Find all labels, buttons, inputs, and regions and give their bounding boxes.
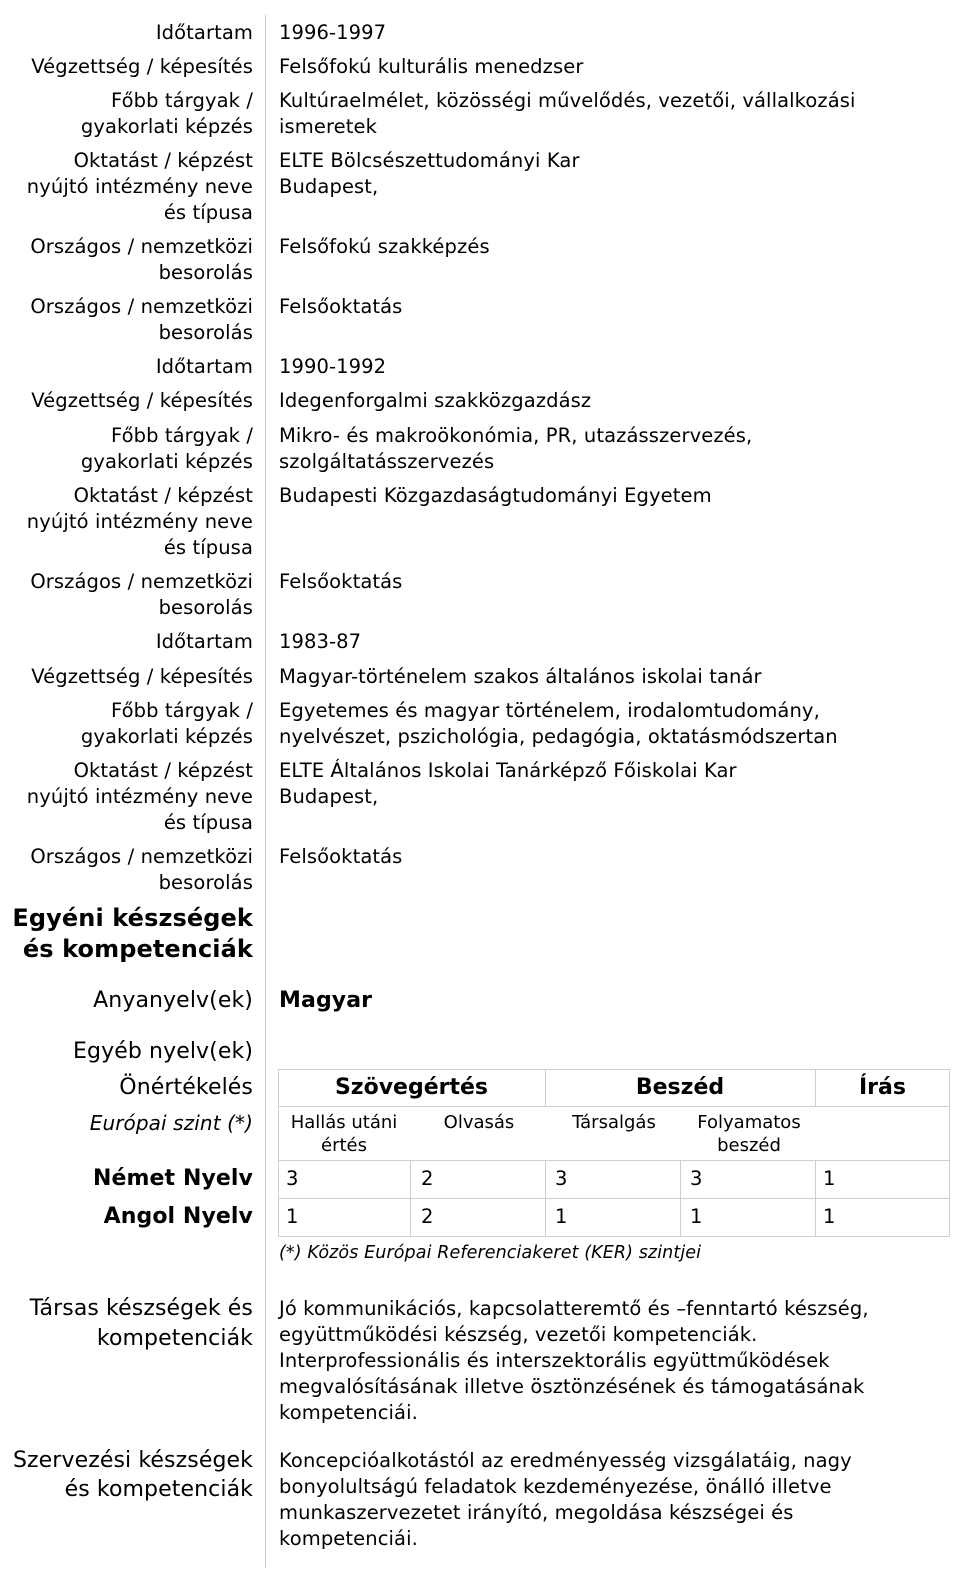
header-writing: Írás	[859, 1075, 906, 1100]
social-skills-line-1: Jó kommunikációs, kapcsolatteremtő és –fenntartó készség,	[279, 1297, 869, 1320]
institution-label-3: és típusa	[163, 536, 253, 559]
table-col-divider	[680, 1160, 681, 1236]
institution-value-1: ELTE Általános Iskolai Tanárképző Főiskolai Kar	[279, 759, 737, 782]
other-languages-label: Egyéb nyelv(ek)	[73, 1039, 253, 1064]
period-label: Időtartam	[155, 21, 253, 44]
level-label-1: Országos / nemzetközi	[30, 845, 253, 868]
subheader-spoken-production-2: beszéd	[717, 1135, 781, 1156]
level-value: Felsőfokú szakképzés	[279, 235, 490, 258]
level-value: Felsőoktatás	[279, 570, 403, 593]
level-value: Felsőoktatás	[279, 845, 403, 868]
subheader-listening-2: értés	[321, 1135, 367, 1156]
table-cell: 1	[823, 1205, 836, 1228]
table-cell: 3	[690, 1167, 703, 1190]
institution-label-1: Oktatást / képzést	[73, 484, 253, 507]
skills-heading-line-1: Egyéni készségek	[12, 904, 253, 932]
subjects-label-2: gyakorlati képzés	[80, 725, 253, 748]
organisational-skills-label-1: Szervezési készségek	[12, 1448, 253, 1473]
social-skills-line-3: Interprofessionális és interszektorális együttműködések	[279, 1349, 830, 1372]
level-label-2: besorolás	[158, 321, 253, 344]
cefr-footnote: (*) Közös Európai Referenciakeret (KER) szintjei	[279, 1243, 702, 1263]
self-assessment-label: Önértékelés	[119, 1075, 253, 1100]
table-header-divider	[278, 1106, 950, 1107]
institution-label-2: nyújtó intézmény neve	[26, 785, 253, 808]
degree-value: Magyar-történelem szakos általános iskolai tanár	[279, 665, 762, 688]
level-value: Felsőoktatás	[279, 295, 403, 318]
mother-tongue-value: Magyar	[279, 988, 373, 1013]
subjects-label-1: Főbb tárgyak /	[110, 699, 253, 722]
level-label-2: besorolás	[158, 261, 253, 284]
subjects-label-2: gyakorlati képzés	[80, 450, 253, 473]
header-speaking: Beszéd	[635, 1075, 725, 1100]
period-value: 1983-87	[279, 630, 362, 653]
subjects-value-1: Kultúraelmélet, közösségi művelődés, vezetői, vállalkozási	[279, 89, 856, 112]
european-level-label: Európai szint (*)	[89, 1111, 253, 1135]
social-skills-label-2: kompetenciák	[96, 1326, 253, 1351]
degree-label: Végzettség / képesítés	[31, 665, 253, 688]
table-row-divider	[278, 1198, 950, 1199]
period-label: Időtartam	[155, 630, 253, 653]
language-row-label-english: Angol Nyelv	[103, 1204, 253, 1229]
level-label-2: besorolás	[158, 596, 253, 619]
subjects-label-1: Főbb tárgyak /	[110, 424, 253, 447]
subjects-label-2: gyakorlati képzés	[80, 115, 253, 138]
institution-label-3: és típusa	[163, 201, 253, 224]
level-label-1: Országos / nemzetközi	[30, 235, 253, 258]
social-skills-line-2: együttműködési készség, vezetői kompetenciák.	[279, 1323, 758, 1346]
period-label: Időtartam	[155, 355, 253, 378]
institution-label-1: Oktatást / képzést	[73, 149, 253, 172]
organisational-skills-line-1: Koncepcióalkotástól az eredményesség vizsgálatáig, nagy	[279, 1449, 852, 1472]
mother-tongue-label: Anyanyelv(ek)	[93, 988, 253, 1013]
subheader-spoken-production-1: Folyamatos	[697, 1112, 801, 1133]
table-cell: 2	[421, 1167, 434, 1190]
institution-value-2: Budapest,	[279, 175, 379, 198]
institution-label-2: nyújtó intézmény neve	[26, 175, 253, 198]
institution-value-2: Budapest,	[279, 785, 379, 808]
subjects-value-1: Egyetemes és magyar történelem, irodalomtudomány,	[279, 699, 820, 722]
table-cell: 3	[555, 1167, 568, 1190]
level-label-2: besorolás	[158, 871, 253, 894]
institution-value-1: Budapesti Közgazdaságtudományi Egyetem	[279, 484, 712, 507]
social-skills-line-5: kompetenciái.	[279, 1401, 418, 1424]
skills-heading-line-2: és kompetenciák	[22, 935, 253, 963]
period-value: 1996-1997	[279, 21, 387, 44]
level-label-1: Országos / nemzetközi	[30, 295, 253, 318]
period-value: 1990-1992	[279, 355, 387, 378]
level-label-1: Országos / nemzetközi	[30, 570, 253, 593]
table-cell: 1	[823, 1167, 836, 1190]
degree-label: Végzettség / képesítés	[31, 389, 253, 412]
table-border-bottom	[278, 1236, 950, 1237]
subjects-label-1: Főbb tárgyak /	[110, 89, 253, 112]
table-subheader-divider	[278, 1160, 950, 1161]
subheader-spoken-interaction: Társalgás	[572, 1112, 656, 1133]
subjects-value-2: szolgáltatásszervezés	[279, 450, 495, 473]
institution-label-2: nyújtó intézmény neve	[26, 510, 253, 533]
institution-value-1: ELTE Bölcsészettudományi Kar	[279, 149, 580, 172]
table-col-divider	[410, 1160, 411, 1236]
degree-value: Idegenforgalmi szakközgazdász	[279, 389, 592, 412]
language-row-label-german: Német Nyelv	[92, 1166, 253, 1191]
degree-label: Végzettség / képesítés	[31, 55, 253, 78]
institution-label-1: Oktatást / képzést	[73, 759, 253, 782]
organisational-skills-label-2: és kompetenciák	[64, 1477, 253, 1502]
subjects-value-2: nyelvészet, pszichológia, pedagógia, oktatásmódszertan	[279, 725, 838, 748]
organisational-skills-line-3: munkaszervezetet irányító, megoldása készségei és	[279, 1501, 794, 1524]
table-col-divider	[815, 1160, 816, 1236]
organisational-skills-line-2: bonyolultságú feladatok kezdeményezése, önálló illetve	[279, 1475, 832, 1498]
table-col-divider	[545, 1160, 546, 1236]
subheader-listening-1: Hallás utáni	[290, 1112, 398, 1133]
table-cell: 1	[690, 1205, 703, 1228]
table-cell: 1	[555, 1205, 568, 1228]
table-cell: 3	[286, 1167, 299, 1190]
table-border-top	[278, 1069, 950, 1070]
table-cell: 1	[286, 1205, 299, 1228]
institution-label-3: és típusa	[163, 811, 253, 834]
column-divider	[265, 15, 266, 1568]
social-skills-label-1: Társas készségek és	[29, 1296, 253, 1321]
organisational-skills-line-4: kompetenciái.	[279, 1527, 418, 1550]
social-skills-line-4: megvalósításának illetve ösztönzésének és támogatásának	[279, 1375, 865, 1398]
subheader-reading: Olvasás	[443, 1112, 515, 1133]
subjects-value-2: ismeretek	[279, 115, 377, 138]
header-listening-reading: Szövegértés	[334, 1075, 489, 1100]
subjects-value-1: Mikro- és makroökonómia, PR, utazásszervezés,	[279, 424, 753, 447]
table-cell: 2	[421, 1205, 434, 1228]
degree-value: Felsőfokú kulturális menedzser	[279, 55, 584, 78]
